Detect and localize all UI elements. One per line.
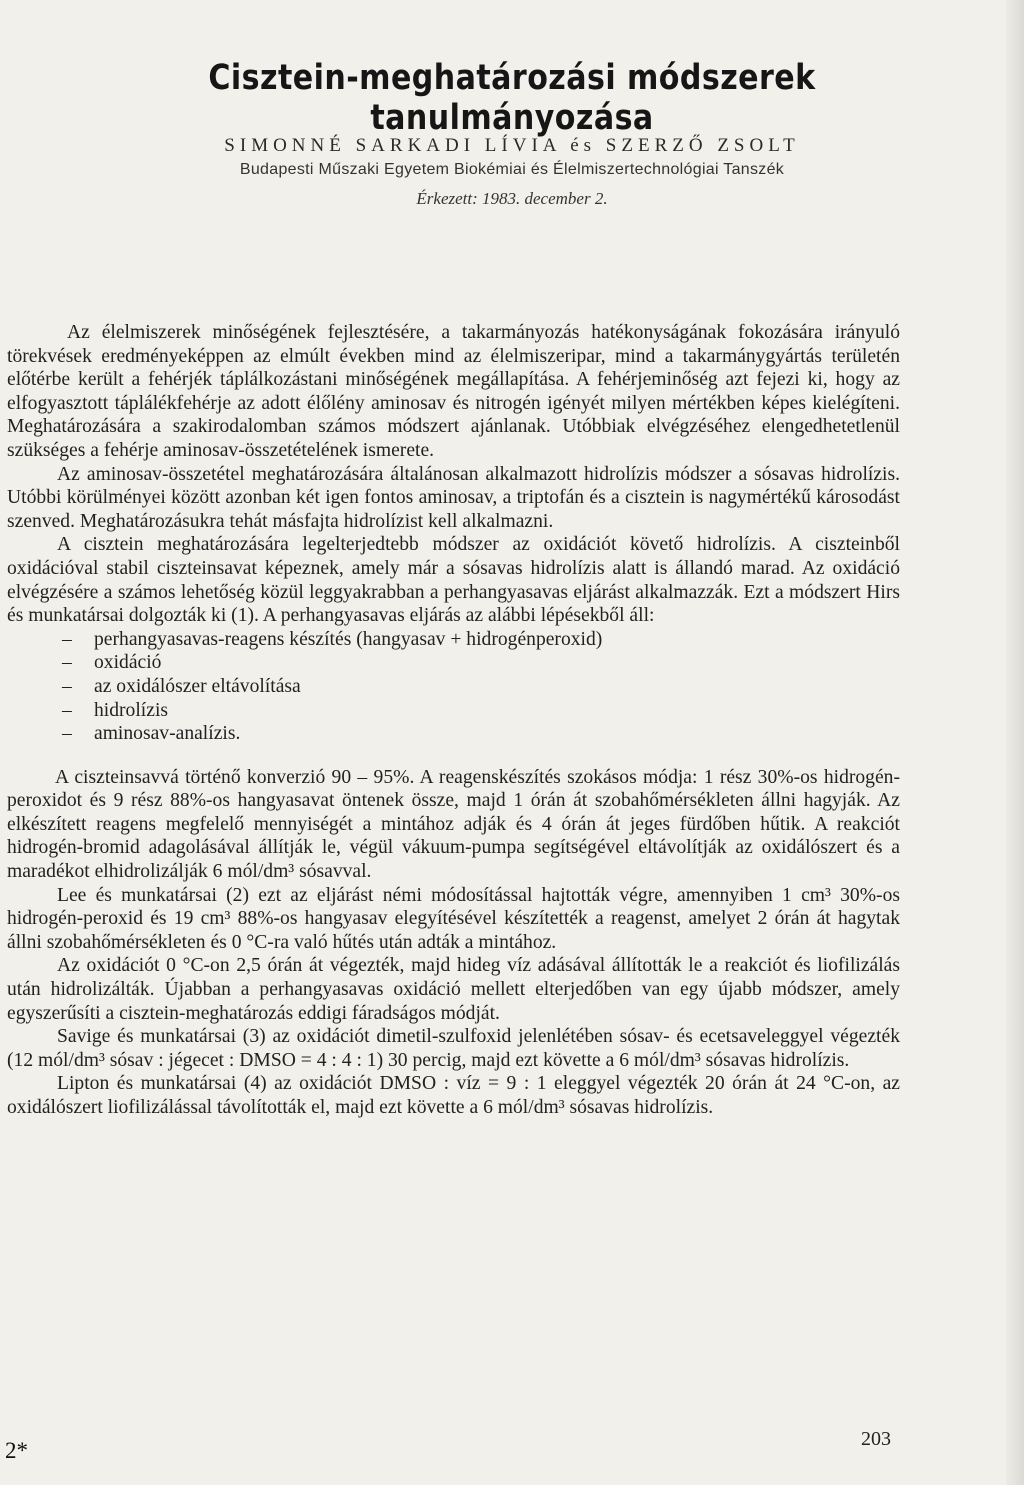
author-affiliation: Budapesti Műszaki Egyetem Biokémiai és Élelmiszertechnológiai Tanszék	[239, 161, 785, 178]
procedure-step-list	[7, 628, 900, 746]
step-text: hidrolízis	[94, 699, 169, 721]
received-date: Érkezett: 1983. december 2.	[416, 189, 608, 208]
page-edge-shadow	[1006, 0, 1024, 1485]
step-text: perhangyasavas-reagens készítés (hangyasav + hidrogénperoxid)	[94, 628, 603, 650]
step-text: aminosav-analízis.	[94, 723, 241, 745]
paragraph-savige: Savige és munkatársai (3) az oxidációt dimetil-szulfoxid jelenlétében sósav- és ecetsaveleggyel végezték (12 mól/dm³ sósav : jégecet : DMSO = 4 : 4 : 1) 30 percig, majd ezt követte a 6 mól/dm³ sósavas hidrolízis.	[7, 1026, 900, 1071]
article-body	[7, 321, 900, 1120]
paragraph-intro: Az élelmiszerek minőségének fejlesztésére, a takarmányozás hatékonyságának fokozására irányuló törekvések eredményeképpen az elmúlt években mind az élelmiszeripar, mind a takarmánygyártás területén előtérbe került a fehérjék táplálkozástani minőségének megállapítása. A fehérjeminőség azt fejezi ki, hogy az elfogyasztott táplálékfehérje az adott élőlény aminosav és nitrogén igényét milyen mértékben képes kielégíteni. Meghatározására a szakirodalomban számos módszert ajánlanak. Utóbbiak elvégzéséhez elengedhetetlenül szükséges a fehérje aminosav-összetételének ismerete.	[7, 322, 900, 461]
signature-mark: 2*	[5, 1438, 28, 1463]
page-number: 203	[861, 1428, 891, 1450]
list-item	[62, 628, 900, 652]
list-item	[62, 722, 900, 746]
list-item	[62, 651, 900, 675]
list-dash: –	[62, 675, 72, 697]
paragraph-oxidation: Az oxidációt 0 °C-on 2,5 órán át végezték, majd hideg víz adásával állították le a reakciót és liofilizálás után hidrolizálták. Újabban a perhangyasavas oxidáció mellett elterjedőben van egy újabb módszer, amely egyszerűsíti a cisztein-meghatározás eddigi fáradságos módját.	[7, 955, 900, 1024]
list-dash: –	[62, 723, 72, 745]
article-authors: SIMONNÉ SARKADI LÍVIA és SZERZŐ ZSOLT	[224, 135, 800, 156]
list-dash: –	[62, 652, 72, 674]
paragraph-amino-acid-composition: Az aminosav-összetétel meghatározására általánosan alkalmazott hidrolízis módszer a sósavas hidrolízis. Utóbbi körülményei között azonban két igen fontos aminosav, a triptofán és a cisztein is nagymértékű károsodást szenved. Meghatározásukra tehát másfajta hidrolízist kell alkalmazni.	[7, 463, 900, 532]
list-dash: –	[62, 628, 72, 650]
paragraph-lee: Lee és munkatársai (2) ezt az eljárást némi módosítással hajtották végre, amennyiben 1 cm³ 30%-os hidrogén-peroxid és 19 cm³ 88%-os hangyasav elegyítésével készítették a reagenst, amelyet 2 órán át hagytak állni szobahőmérsékleten és 0 °C-ra való hűtés után adták a mintához.	[7, 884, 900, 953]
step-text: oxidáció	[94, 652, 162, 674]
paragraph-cysteine-method: A cisztein meghatározására legelterjedtebb módszer az oxidációt követő hidrolízis. A ciszteinből oxidációval stabil ciszteinsavat képeznek, amely már a sósavas hidrolízis alatt is állandó marad. Az oxidáció elvégzésére a számos lehetőség közül leggyakrabban a perhangyasavas eljárást alkalmazzák. Ezt a módszert Hirs és munkatársai dolgozták ki (1). A perhangyasavas eljárás az alábbi lépésekből áll:	[7, 534, 900, 627]
list-item	[62, 675, 900, 699]
paragraph-conversion: A ciszteinsavvá történő konverzió 90 – 95%. A reagenskészítés szokásos módja: 1 rész 30%-os hidrogén-peroxidot és 9 rész 88%-os hangyasavat öntenek össze, majd 1 órán át szobahőmérsékleten állni hagyják. Az elkészített reagens megfelelő mennyiségét a mintához adják és 4 órán át jeges fürdőben hűtik. A reakciót hidrogén-bromid adagolásával állítják le, végül vákuum-pumpa segítségével eltávolítják az oxidálószert és a maradékot elhidrolizálják 6 mól/dm³ sósavval.	[7, 766, 900, 883]
article-title: Cisztein-meghatározási módszerek tanulmányozása	[208, 58, 816, 138]
list-dash: –	[62, 699, 72, 721]
paragraph-lipton: Lipton és munkatársai (4) az oxidációt DMSO : víz = 9 : 1 eleggyel végezték 20 órán át 24 °C-on, az oxidálószert liofilizálással távolították el, majd ezt követte a 6 mól/dm³ sósavas hidrolízis.	[7, 1073, 900, 1118]
step-text: az oxidálószer eltávolítása	[94, 675, 301, 697]
list-item	[62, 699, 900, 723]
